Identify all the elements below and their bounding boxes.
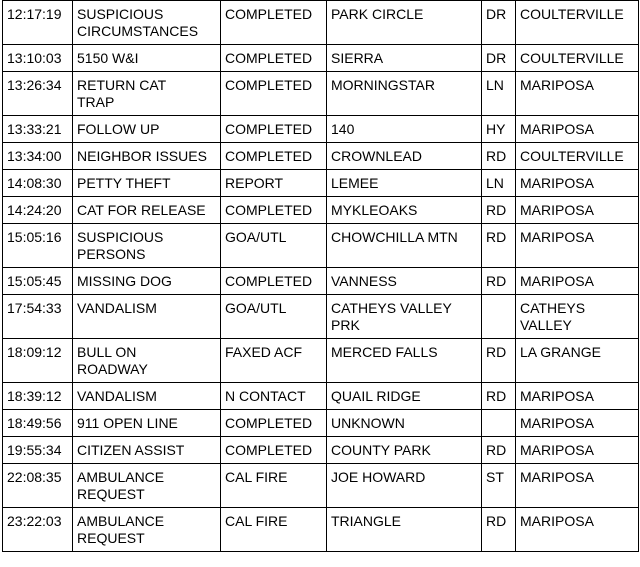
- call-type-cell: 911 OPEN LINE: [73, 410, 221, 437]
- table-row: [3, 45, 639, 72]
- call-time-cell: 14:24:20: [3, 197, 73, 224]
- disposition-cell: N CONTACT: [221, 383, 327, 410]
- call-time-cell: 18:39:12: [3, 383, 73, 410]
- call-type-cell: BULL ON ROADWAY: [73, 339, 221, 383]
- city-cell: MARIPOSA: [516, 197, 639, 224]
- disposition-cell: COMPLETED: [221, 116, 327, 143]
- call-type-cell: CAT FOR RELEASE: [73, 197, 221, 224]
- call-time-cell: 17:54:33: [3, 295, 73, 339]
- call-time-cell: 19:55:34: [3, 437, 73, 464]
- call-time-cell: 12:17:19: [3, 1, 73, 45]
- city-cell: MARIPOSA: [516, 224, 639, 268]
- city-cell: MARIPOSA: [516, 383, 639, 410]
- city-cell: LA GRANGE: [516, 339, 639, 383]
- call-time-cell: 13:34:00: [3, 143, 73, 170]
- call-type-cell: NEIGHBOR ISSUES: [73, 143, 221, 170]
- city-cell: CATHEYS VALLEY: [516, 295, 639, 339]
- city-cell: MARIPOSA: [516, 72, 639, 116]
- call-type-cell: 5150 W&I: [73, 45, 221, 72]
- street-cell: CROWNLEAD: [327, 143, 482, 170]
- call-type-cell: RETURN CAT TRAP: [73, 72, 221, 116]
- disposition-cell: CAL FIRE: [221, 508, 327, 552]
- street-suffix-cell: ST: [482, 464, 516, 508]
- street-suffix-cell: DR: [482, 1, 516, 45]
- table-row: [3, 295, 639, 339]
- city-cell: MARIPOSA: [516, 170, 639, 197]
- call-type-cell: MISSING DOG: [73, 268, 221, 295]
- call-type-cell: VANDALISM: [73, 295, 221, 339]
- call-time-cell: 22:08:35: [3, 464, 73, 508]
- city-cell: MARIPOSA: [516, 508, 639, 552]
- incident-log-body: [3, 1, 639, 552]
- table-row: [3, 170, 639, 197]
- city-cell: MARIPOSA: [516, 116, 639, 143]
- table-row: [3, 197, 639, 224]
- incident-log-table: [2, 0, 639, 552]
- call-type-cell: PETTY THEFT: [73, 170, 221, 197]
- table-row: [3, 339, 639, 383]
- table-row: [3, 268, 639, 295]
- table-row: [3, 410, 639, 437]
- call-time-cell: 15:05:45: [3, 268, 73, 295]
- street-suffix-cell: RD: [482, 383, 516, 410]
- street-suffix-cell: [482, 410, 516, 437]
- street-suffix-cell: LN: [482, 72, 516, 116]
- street-suffix-cell: [482, 295, 516, 339]
- call-time-cell: 23:22:03: [3, 508, 73, 552]
- disposition-cell: COMPLETED: [221, 410, 327, 437]
- street-cell: MORNINGSTAR: [327, 72, 482, 116]
- street-cell: QUAIL RIDGE: [327, 383, 482, 410]
- call-time-cell: 18:49:56: [3, 410, 73, 437]
- street-cell: 140: [327, 116, 482, 143]
- disposition-cell: FAXED ACF: [221, 339, 327, 383]
- city-cell: COULTERVILLE: [516, 143, 639, 170]
- call-time-cell: 15:05:16: [3, 224, 73, 268]
- call-time-cell: 18:09:12: [3, 339, 73, 383]
- city-cell: COULTERVILLE: [516, 45, 639, 72]
- disposition-cell: COMPLETED: [221, 72, 327, 116]
- call-type-cell: SUSPICIOUS PERSONS: [73, 224, 221, 268]
- street-cell: SIERRA: [327, 45, 482, 72]
- city-cell: MARIPOSA: [516, 410, 639, 437]
- call-type-cell: SUSPICIOUS CIRCUMSTANCES: [73, 1, 221, 45]
- call-type-cell: FOLLOW UP: [73, 116, 221, 143]
- street-suffix-cell: LN: [482, 170, 516, 197]
- street-cell: LEMEE: [327, 170, 482, 197]
- table-row: [3, 508, 639, 552]
- table-row: [3, 72, 639, 116]
- street-suffix-cell: RD: [482, 143, 516, 170]
- disposition-cell: REPORT: [221, 170, 327, 197]
- call-time-cell: 14:08:30: [3, 170, 73, 197]
- street-cell: MERCED FALLS: [327, 339, 482, 383]
- street-suffix-cell: RD: [482, 339, 516, 383]
- disposition-cell: GOA/UTL: [221, 295, 327, 339]
- street-cell: VANNESS: [327, 268, 482, 295]
- street-suffix-cell: RD: [482, 268, 516, 295]
- disposition-cell: COMPLETED: [221, 1, 327, 45]
- call-time-cell: 13:26:34: [3, 72, 73, 116]
- street-suffix-cell: RD: [482, 224, 516, 268]
- street-cell: MYKLEOAKS: [327, 197, 482, 224]
- disposition-cell: COMPLETED: [221, 437, 327, 464]
- disposition-cell: COMPLETED: [221, 268, 327, 295]
- street-cell: JOE HOWARD: [327, 464, 482, 508]
- disposition-cell: GOA/UTL: [221, 224, 327, 268]
- city-cell: MARIPOSA: [516, 268, 639, 295]
- street-cell: CHOWCHILLA MTN: [327, 224, 482, 268]
- street-suffix-cell: RD: [482, 508, 516, 552]
- call-type-cell: AMBULANCE REQUEST: [73, 464, 221, 508]
- call-time-cell: 13:33:21: [3, 116, 73, 143]
- street-cell: CATHEYS VALLEY PRK: [327, 295, 482, 339]
- table-row: [3, 224, 639, 268]
- call-time-cell: 13:10:03: [3, 45, 73, 72]
- street-cell: UNKNOWN: [327, 410, 482, 437]
- disposition-cell: COMPLETED: [221, 143, 327, 170]
- table-row: [3, 437, 639, 464]
- street-suffix-cell: HY: [482, 116, 516, 143]
- table-row: [3, 116, 639, 143]
- table-row: [3, 383, 639, 410]
- disposition-cell: COMPLETED: [221, 45, 327, 72]
- table-row: [3, 143, 639, 170]
- table-row: [3, 1, 639, 45]
- call-type-cell: CITIZEN ASSIST: [73, 437, 221, 464]
- disposition-cell: CAL FIRE: [221, 464, 327, 508]
- street-cell: PARK CIRCLE: [327, 1, 482, 45]
- street-suffix-cell: RD: [482, 197, 516, 224]
- city-cell: MARIPOSA: [516, 437, 639, 464]
- street-suffix-cell: DR: [482, 45, 516, 72]
- street-suffix-cell: RD: [482, 437, 516, 464]
- call-type-cell: AMBULANCE REQUEST: [73, 508, 221, 552]
- street-cell: COUNTY PARK: [327, 437, 482, 464]
- city-cell: MARIPOSA: [516, 464, 639, 508]
- city-cell: COULTERVILLE: [516, 1, 639, 45]
- call-type-cell: VANDALISM: [73, 383, 221, 410]
- street-cell: TRIANGLE: [327, 508, 482, 552]
- disposition-cell: COMPLETED: [221, 197, 327, 224]
- table-row: [3, 464, 639, 508]
